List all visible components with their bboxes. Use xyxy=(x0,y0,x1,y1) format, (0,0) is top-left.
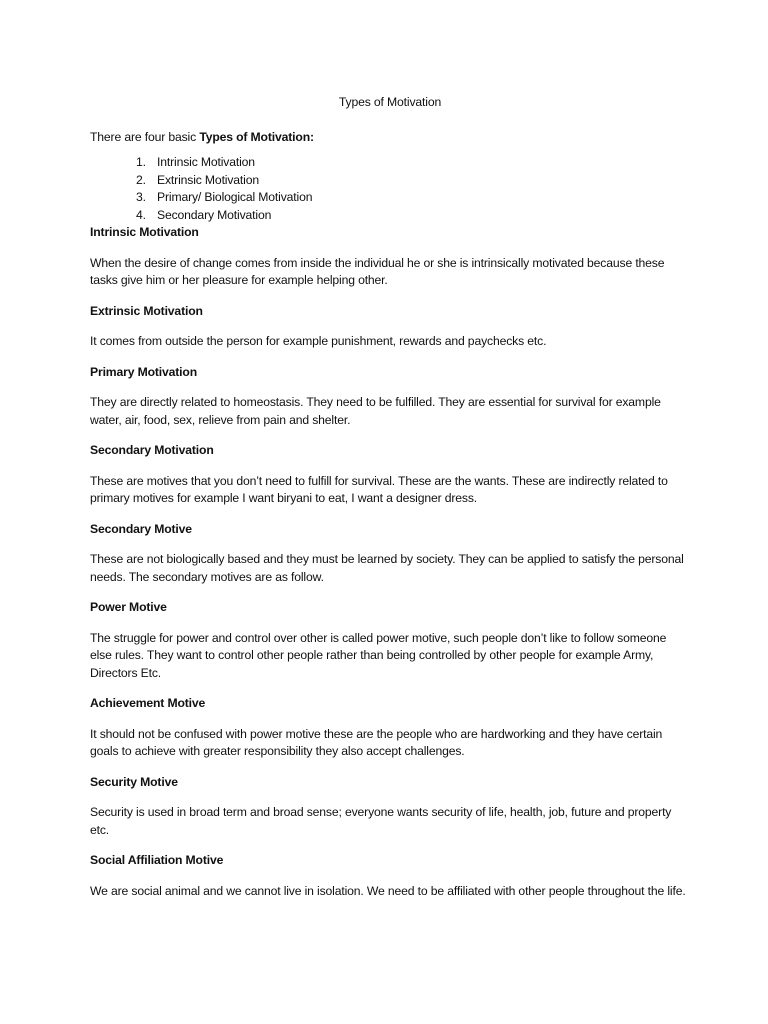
page-title: Types of Motivation xyxy=(338,95,442,109)
section-heading-achievement: Achievement Motive xyxy=(90,696,206,710)
document-content xyxy=(90,94,690,900)
section-body-primary: They are directly related to homeostasis. They need to be fulfilled. They are essential for survival for example water, air, food, sex, relieve from pain and shelter. xyxy=(90,395,661,427)
list-item-label: Primary/ Biological Motivation xyxy=(157,190,313,204)
list-item-label: Secondary Motivation xyxy=(157,207,272,222)
list-number: 2. xyxy=(136,172,146,187)
section-body-secondary-motivation: These are motives that you don’t need to fulfill for survival. These are the wants. These are indirectly related to primary motives for example I want biryani to eat, I want a designer dress. xyxy=(90,473,668,505)
section-heading-extrinsic: Extrinsic Motivation xyxy=(90,303,203,318)
section-heading-primary: Primary Motivation xyxy=(90,364,198,379)
list-item xyxy=(136,207,690,225)
intro-text: There are four basic xyxy=(90,129,200,144)
section-heading-intrinsic: Intrinsic Motivation xyxy=(90,225,199,239)
list-item xyxy=(136,154,690,172)
list-number: 4. xyxy=(136,207,146,222)
intro-line xyxy=(90,129,690,147)
section-body-social-affiliation: We are social animal and we cannot live in isolation. We need to be affiliated with other people throughout the life. xyxy=(90,883,686,898)
section-heading-social-affiliation: Social Affiliation Motive xyxy=(90,853,224,867)
section-body-achievement: It should not be confused with power motive these are the people who are hardworking and they have certain goals to achieve with greater responsibility they also accept challenges. xyxy=(90,726,663,758)
motivation-types-list xyxy=(90,154,690,224)
section-body-security: Security is used in broad term and broad sense; everyone wants security of life, health, job, future and property etc. xyxy=(90,805,672,837)
list-item-label: Intrinsic Motivation xyxy=(157,155,255,169)
section-heading-secondary-motivation: Secondary Motivation xyxy=(90,443,214,457)
section-body-extrinsic: It comes from outside the person for example punishment, rewards and paychecks etc. xyxy=(90,334,547,348)
list-item-label: Extrinsic Motivation xyxy=(157,172,259,187)
section-body-intrinsic: When the desire of change comes from inside the individual he or she is intrinsically motivated because these tasks give him or her pleasure for example helping other. xyxy=(90,255,665,287)
section-heading-power: Power Motive xyxy=(90,600,167,614)
list-item xyxy=(136,189,690,207)
section-heading-secondary-motive: Secondary Motive xyxy=(90,521,192,536)
section-heading-security: Security Motive xyxy=(90,774,178,789)
intro-bold-text: Types of Motivation: xyxy=(199,129,314,144)
section-body-power: The struggle for power and control over other is called power motive, such people don’t like to follow someone else rules. They want to control other people rather than being controlled by other people for example Army, Directors Etc. xyxy=(90,630,667,680)
section-body-secondary-motive: These are not biologically based and they must be learned by society. They can be applied to satisfy the personal needs. The secondary motives are as follow. xyxy=(90,552,684,584)
list-number: 3. xyxy=(136,190,146,204)
list-number: 1. xyxy=(136,155,146,169)
list-item xyxy=(136,172,690,190)
